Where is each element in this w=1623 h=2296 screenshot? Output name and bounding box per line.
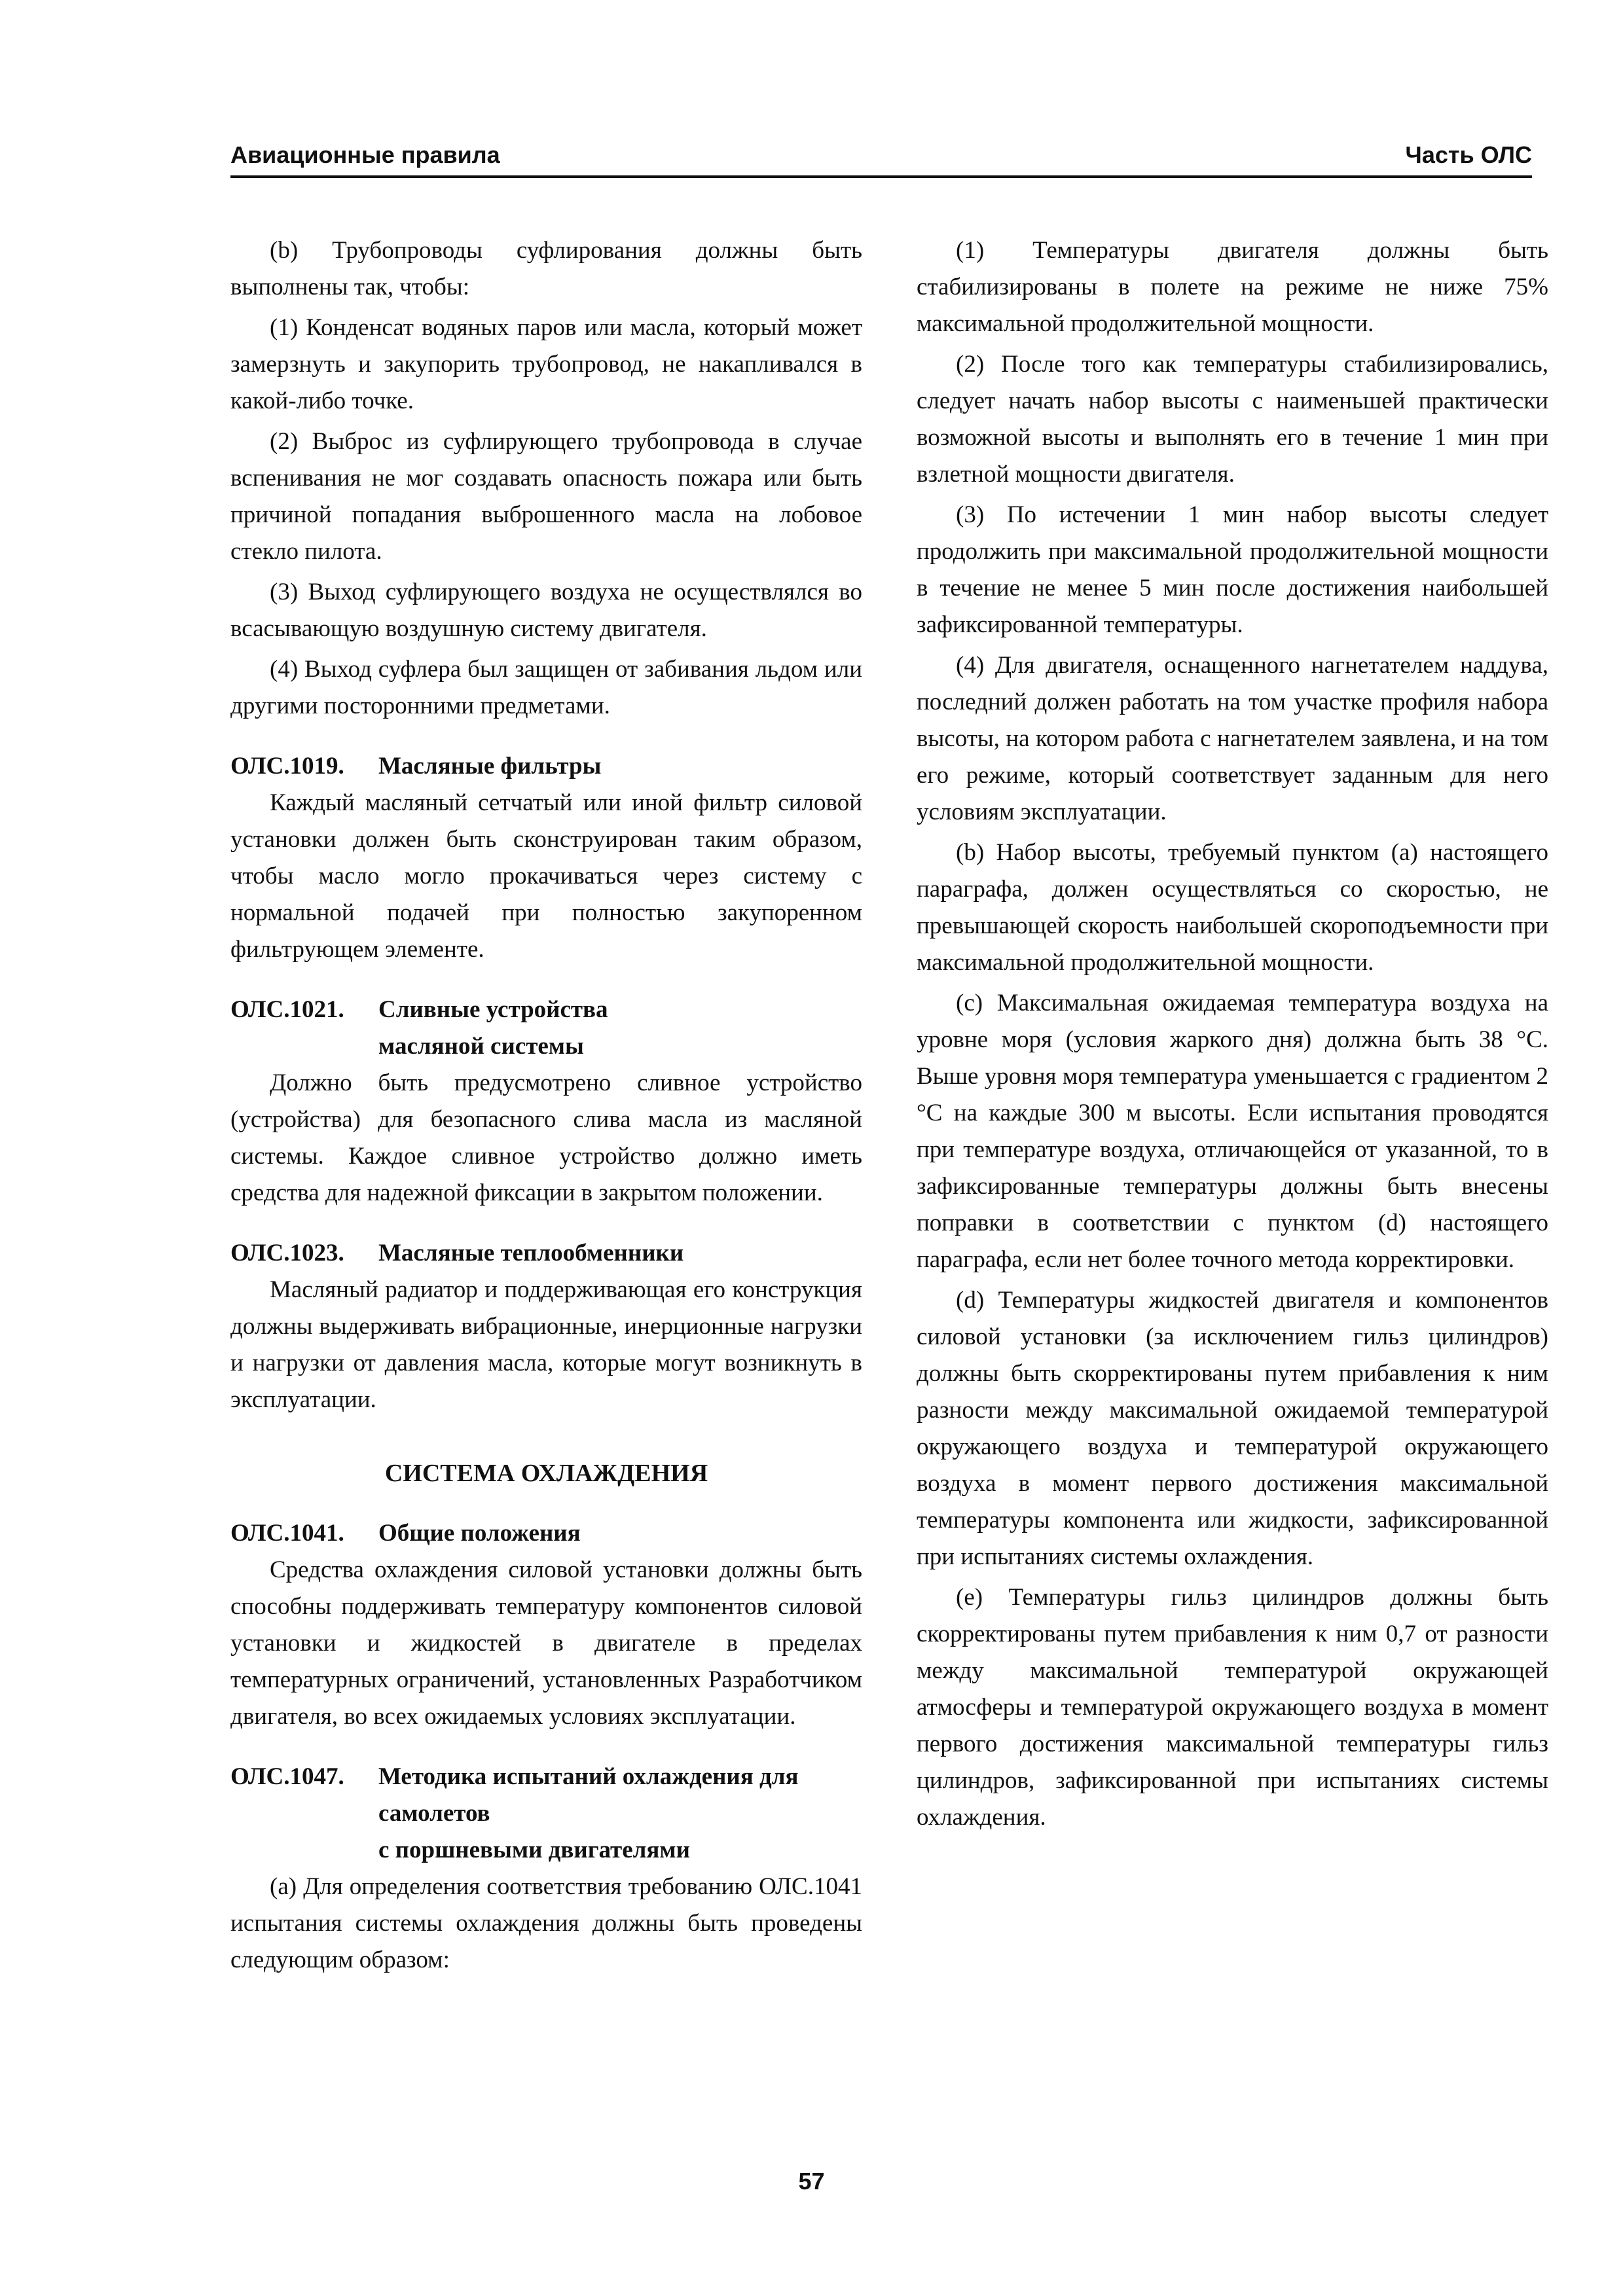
clause-title-line: Масляные теплообменники bbox=[378, 1240, 684, 1266]
clause-number: ОЛС.1021. bbox=[230, 996, 344, 1023]
clause-title bbox=[378, 753, 601, 780]
right-column bbox=[917, 232, 1548, 1840]
left-column bbox=[230, 232, 862, 1982]
paragraph: (d) Температуры жидкостей двигателя и компонентов силовой установки (за исключением гильз цилиндров) должны быть скорректированы путем прибавления к ним разности между максимальной ожидаемой температурой окружающего воздуха и температурой окружающего воздуха в момент первого достижения максимальной температуры компонента или жидкости, зафиксированной при испытаниях системы охлаждения. bbox=[917, 1287, 1548, 1570]
clause-heading bbox=[230, 1759, 862, 1869]
paragraph: (2) Выброс из суфлирующего трубопровода в случае вспенивания не мог создавать опасность пожара или быть причиной попадания выброшенного масла на лобовое стекло пилота. bbox=[230, 428, 862, 565]
clause-title-line: Сливные устройства bbox=[378, 996, 608, 1023]
section-title: СИСТЕМА ОХЛАЖДЕНИЯ bbox=[384, 1460, 708, 1487]
paragraph: (4) Для двигателя, оснащенного нагнетателем наддува, последний должен работать на том участке профиля набора высоты, на котором работа с нагнетателем заявлена, и на том его режиме, который соответствует заданным для него условиям эксплуатации. bbox=[917, 652, 1548, 825]
paragraph: Должно быть предусмотрено сливное устройство (устройства) для безопасного слива масла из масляной системы. Каждое сливное устройство должно иметь средства для надежной фиксации в закрытом положении. bbox=[230, 1069, 862, 1206]
paragraph: Каждый масляный сетчатый или иной фильтр силовой установки должен быть сконструирован таким образом, чтобы масло могло прокачиваться через систему с нормальной подачей при полностью закупоренном фильтрующем элементе. bbox=[230, 789, 862, 963]
paragraph: (1) Конденсат водяных паров или масла, который может замерзнуть и закупорить трубопровод, не накапливался в какой-либо точке. bbox=[230, 314, 862, 414]
paragraph: (b) Трубопроводы суфлирования должны быть выполнены так, чтобы: bbox=[230, 237, 862, 300]
paragraph: (c) Максимальная ожидаемая температура воздуха на уровне моря (условия жаркого дня) должна быть 38 °С. Выше уровня моря температура уменьшается с градиентом 2 °С на каждые 300 м высоты. Если испытания проводятся при температуре воздуха, отличающейся от указанной, то в зафиксированные температуры должны быть внесены поправки в соответствии с пунктом (d) настоящего параграфа, если нет более точного метода корректировки. bbox=[917, 990, 1548, 1273]
clause-title bbox=[378, 1759, 862, 1869]
paragraph: (b) Набор высоты, требуемый пунктом (a) настоящего параграфа, должен осуществляться со скоростью, не превышающей скорость наибольшей скороподъемности при максимальной продолжительной мощности. bbox=[917, 839, 1548, 976]
clause-title-line: масляной системы bbox=[378, 1033, 584, 1060]
paragraph: (4) Выход суфлера был защищен от забивания льдом или другими посторонними предметами. bbox=[230, 656, 862, 719]
clause-heading bbox=[230, 1515, 862, 1552]
clause-title-line: Масляные фильтры bbox=[378, 753, 602, 780]
header-title: Авиационные правила bbox=[230, 141, 500, 168]
paragraph: (a) Для определения соответствия требованию ОЛС.1041 испытания системы охлаждения должны быть проведены следующим образом: bbox=[230, 1873, 862, 1973]
clause-number: ОЛС.1019. bbox=[230, 753, 344, 780]
paragraph: (3) Выход суфлирующего воздуха не осуществлялся во всасывающую воздушную систему двигателя. bbox=[230, 579, 862, 642]
paragraph: (3) По истечении 1 мин набор высоты следует продолжить при максимальной продолжительной мощности в течение не менее 5 мин после достижения наибольшей зафиксированной температуры. bbox=[917, 501, 1548, 638]
clause-number: ОЛС.1023. bbox=[230, 1240, 344, 1266]
header-part: Часть ОЛС bbox=[1405, 141, 1532, 168]
paragraph: Средства охлаждения силовой установки должны быть способны поддерживать температуру компонентов силовой установки и жидкостей в двигателе в пределах температурных ограничений, установленных Разработчиком двигателя, во всех ожидаемых условиях эксплуатации. bbox=[230, 1556, 862, 1730]
clause-number: ОЛС.1041. bbox=[230, 1520, 344, 1547]
clause-title bbox=[378, 1520, 581, 1547]
clause-title-line: с поршневыми двигателями bbox=[378, 1837, 690, 1863]
clause-title-line: Общие положения bbox=[378, 1520, 581, 1547]
paragraph: (2) После того как температуры стабилизировались, следует начать набор высоты с наименьшей практически возможной высоты и выполнять его в течение 1 мин при взлетной мощности двигателя. bbox=[917, 351, 1548, 488]
clause-title-line: Методика испытаний охлаждения для самолетов bbox=[378, 1763, 799, 1827]
paragraph: (e) Температуры гильз цилиндров должны быть скорректированы путем прибавления к ним 0,7 от разности между максимальной температурой окружающей атмосферы и температурой окружающего воздуха в момент первого достижения максимальной температуры гильз цилиндров, зафиксированной при испытаниях системы охлаждения. bbox=[917, 1584, 1548, 1831]
clause-heading bbox=[230, 992, 862, 1065]
clause-heading bbox=[230, 1235, 862, 1272]
page-number: 57 bbox=[798, 2168, 825, 2195]
running-header bbox=[230, 136, 1532, 178]
clause-title bbox=[378, 1240, 684, 1266]
clause-heading bbox=[230, 748, 862, 785]
paragraph: (1) Температуры двигателя должны быть стабилизированы в полете на режиме не ниже 75% максимальной продолжительной мощности. bbox=[917, 237, 1548, 337]
clause-title bbox=[378, 992, 862, 1065]
paragraph: Масляный радиатор и поддерживающая его конструкция должны выдерживать вибрационные, инерционные нагрузки и нагрузки от давления масла, которые могут возникнуть в эксплуатации. bbox=[230, 1276, 862, 1413]
clause-number: ОЛС.1047. bbox=[230, 1763, 344, 1790]
